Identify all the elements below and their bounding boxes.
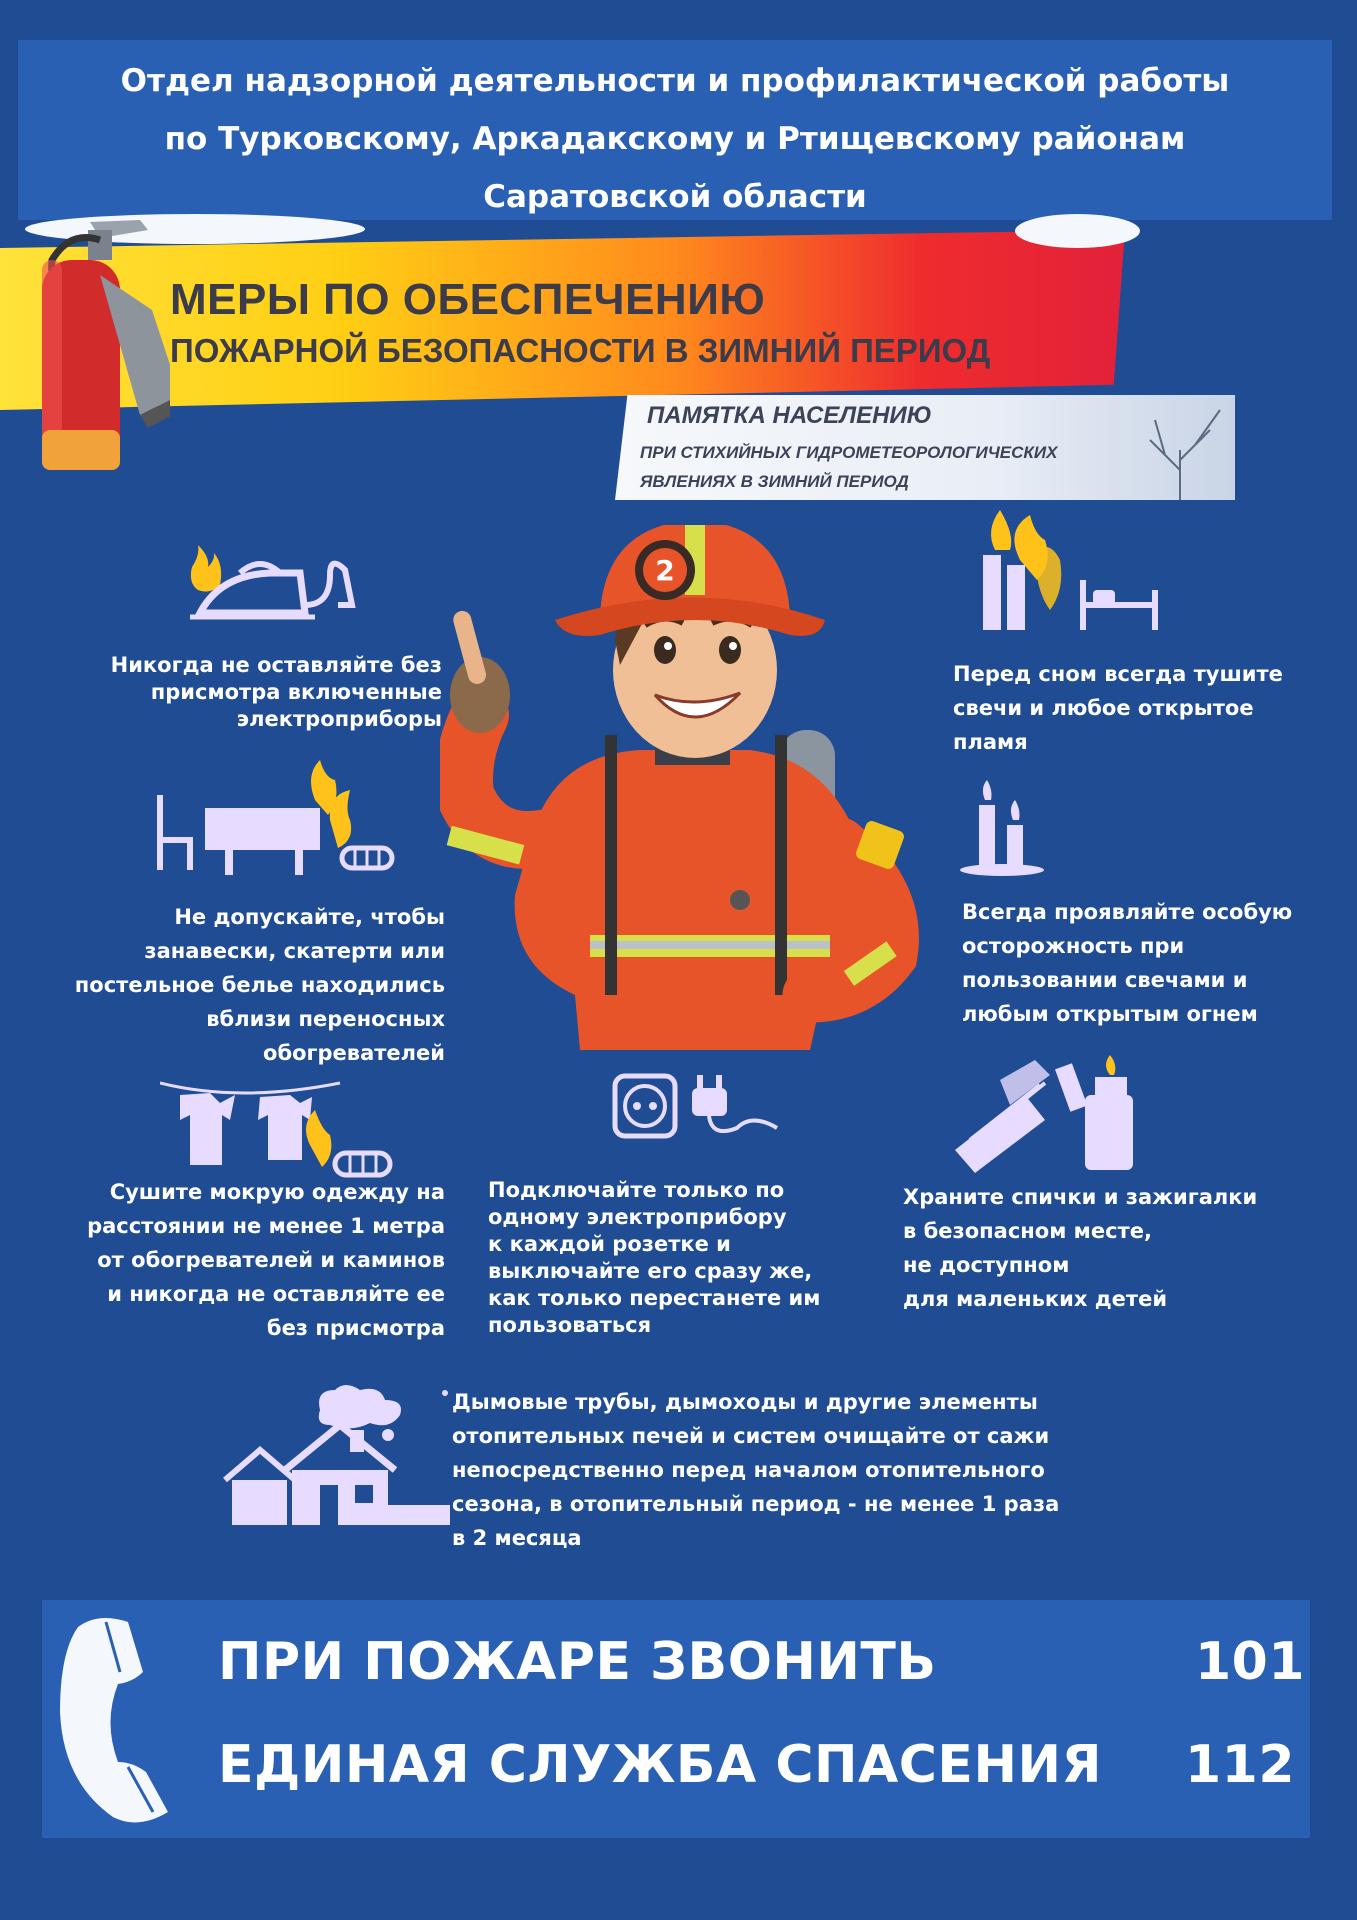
iron-icon — [180, 545, 360, 630]
tip-candles-care-line4: любым открытым огнем — [962, 1002, 1258, 1026]
rescue-call-label: ЕДИНАЯ СЛУЖБА СПАСЕНИЯ — [218, 1735, 1103, 1795]
tip-chimney-line3: непосредственно перед началом отопительного — [452, 1458, 1045, 1482]
tip-curtains — [20, 900, 445, 1070]
tip-chimney-line2: отопительных печей и систем очищайте от сажи — [452, 1424, 1050, 1448]
tip-appliances-line1: Никогда не оставляйте без — [110, 653, 442, 677]
tip-matches-line3: не доступном — [903, 1253, 1070, 1277]
tip-candles-sleep — [953, 657, 1333, 759]
banner-title-line2: ПОЖАРНОЙ БЕЗОПАСНОСТИ В ЗИМНИЙ ПЕРИОД — [170, 332, 991, 369]
tip-appliances-line2: присмотра включенные — [150, 680, 442, 704]
tip-curtains-line4: вблизи переносных — [206, 1007, 445, 1031]
tip-socket — [488, 1177, 868, 1339]
tip-chimney-line5: в 2 месяца — [452, 1526, 582, 1550]
tip-clothes-line5: без присмотра — [266, 1316, 445, 1340]
bare-tree-icon — [1120, 400, 1240, 500]
snow-cap-right — [1015, 214, 1140, 248]
tip-chimney-line4: сезона, в отопительный период - не менее 1 раза — [452, 1492, 1060, 1516]
tip-candles-sleep-line2: свечи и любое открытое — [953, 696, 1254, 720]
banner-title-line1: МЕРЫ ПО ОБЕСПЕЧЕНИЮ — [170, 275, 766, 324]
candle-bed-icon — [975, 510, 1165, 635]
phone-handset-icon — [58, 1612, 208, 1827]
tip-socket-line5: как только перестанете им — [488, 1286, 821, 1310]
tip-socket-line1: Подключайте только по — [488, 1178, 785, 1202]
firefighter-mascot — [440, 525, 960, 1050]
fire-call-number: 101 — [1195, 1632, 1306, 1692]
fire-call-label: ПРИ ПОЖАРЕ ЗВОНИТЬ — [218, 1632, 937, 1692]
house-smoke-icon — [220, 1385, 460, 1530]
tip-curtains-line5: обогревателей — [263, 1041, 445, 1065]
tip-candles-care-line2: осторожность при — [962, 934, 1185, 958]
tip-socket-line6: пользоваться — [488, 1313, 652, 1337]
table-chair-heater-icon — [150, 760, 400, 880]
tip-clothes-line4: и никогда не оставляйте ее — [107, 1282, 445, 1306]
tip-matches-line4: для маленьких детей — [903, 1287, 1168, 1311]
fire-extinguisher-icon — [30, 200, 170, 480]
tip-chimney — [452, 1385, 1152, 1555]
memo-subtitle — [640, 438, 1057, 496]
tip-candles-sleep-line3: пламя — [953, 730, 1028, 754]
tip-curtains-line2: занавески, скатерти или — [144, 939, 445, 963]
candles-icon — [955, 780, 1050, 880]
tip-clothes-line3: от обогревателей и каминов — [97, 1248, 445, 1272]
header-line-2: по Турковскому, Аркадакскому и Ртищевскому районам — [164, 121, 1186, 157]
tip-clothes-line2: расстоянии не менее 1 метра — [87, 1214, 445, 1238]
header-line-1: Отдел надзорной деятельности и профилактической работы — [120, 63, 1230, 99]
tip-socket-line3: к каждой розетке и — [488, 1232, 731, 1256]
rescue-call-number: 112 — [1185, 1735, 1296, 1795]
tip-clothes — [30, 1175, 445, 1345]
tip-candles-care — [962, 895, 1347, 1031]
header-panel — [18, 40, 1332, 220]
socket-plug-icon — [612, 1073, 782, 1143]
tip-appliances — [40, 652, 442, 733]
memo-subtitle-line1: ПРИ СТИХИЙНЫХ ГИДРОМЕТЕОРОЛОГИЧЕСКИХ — [640, 443, 1058, 462]
tip-curtains-line3: постельное белье находились — [74, 973, 445, 997]
tip-candles-care-line3: пользовании свечами и — [962, 968, 1248, 992]
memo-title: ПАМЯТКА НАСЕЛЕНИЮ — [647, 402, 932, 429]
matches-lighter-icon — [950, 1055, 1150, 1175]
tip-matches-line1: Храните спички и зажигалки — [903, 1185, 1258, 1209]
tip-candles-sleep-line1: Перед сном всегда тушите — [953, 662, 1283, 686]
tip-matches-line2: в безопасном месте, — [903, 1219, 1152, 1243]
tip-appliances-line3: электроприборы — [236, 707, 442, 731]
tip-socket-line4: выключайте его сразу же, — [488, 1259, 813, 1283]
helmet-number: 2 — [655, 554, 675, 587]
tip-socket-line2: одному электроприбору — [488, 1205, 787, 1229]
tip-candles-care-line1: Всегда проявляйте особую — [962, 900, 1293, 924]
tip-curtains-line1: Не допускайте, чтобы — [174, 905, 445, 929]
header-line-3: Саратовской области — [483, 179, 867, 215]
clothesline-heater-icon — [160, 1075, 405, 1185]
tip-matches — [903, 1180, 1323, 1316]
tip-clothes-line1: Сушите мокрую одежду на — [109, 1180, 445, 1204]
memo-subtitle-line2: ЯВЛЕНИЯХ В ЗИМНИЙ ПЕРИОД — [640, 472, 909, 491]
tip-chimney-line1: Дымовые трубы, дымоходы и другие элементы — [452, 1390, 1038, 1414]
